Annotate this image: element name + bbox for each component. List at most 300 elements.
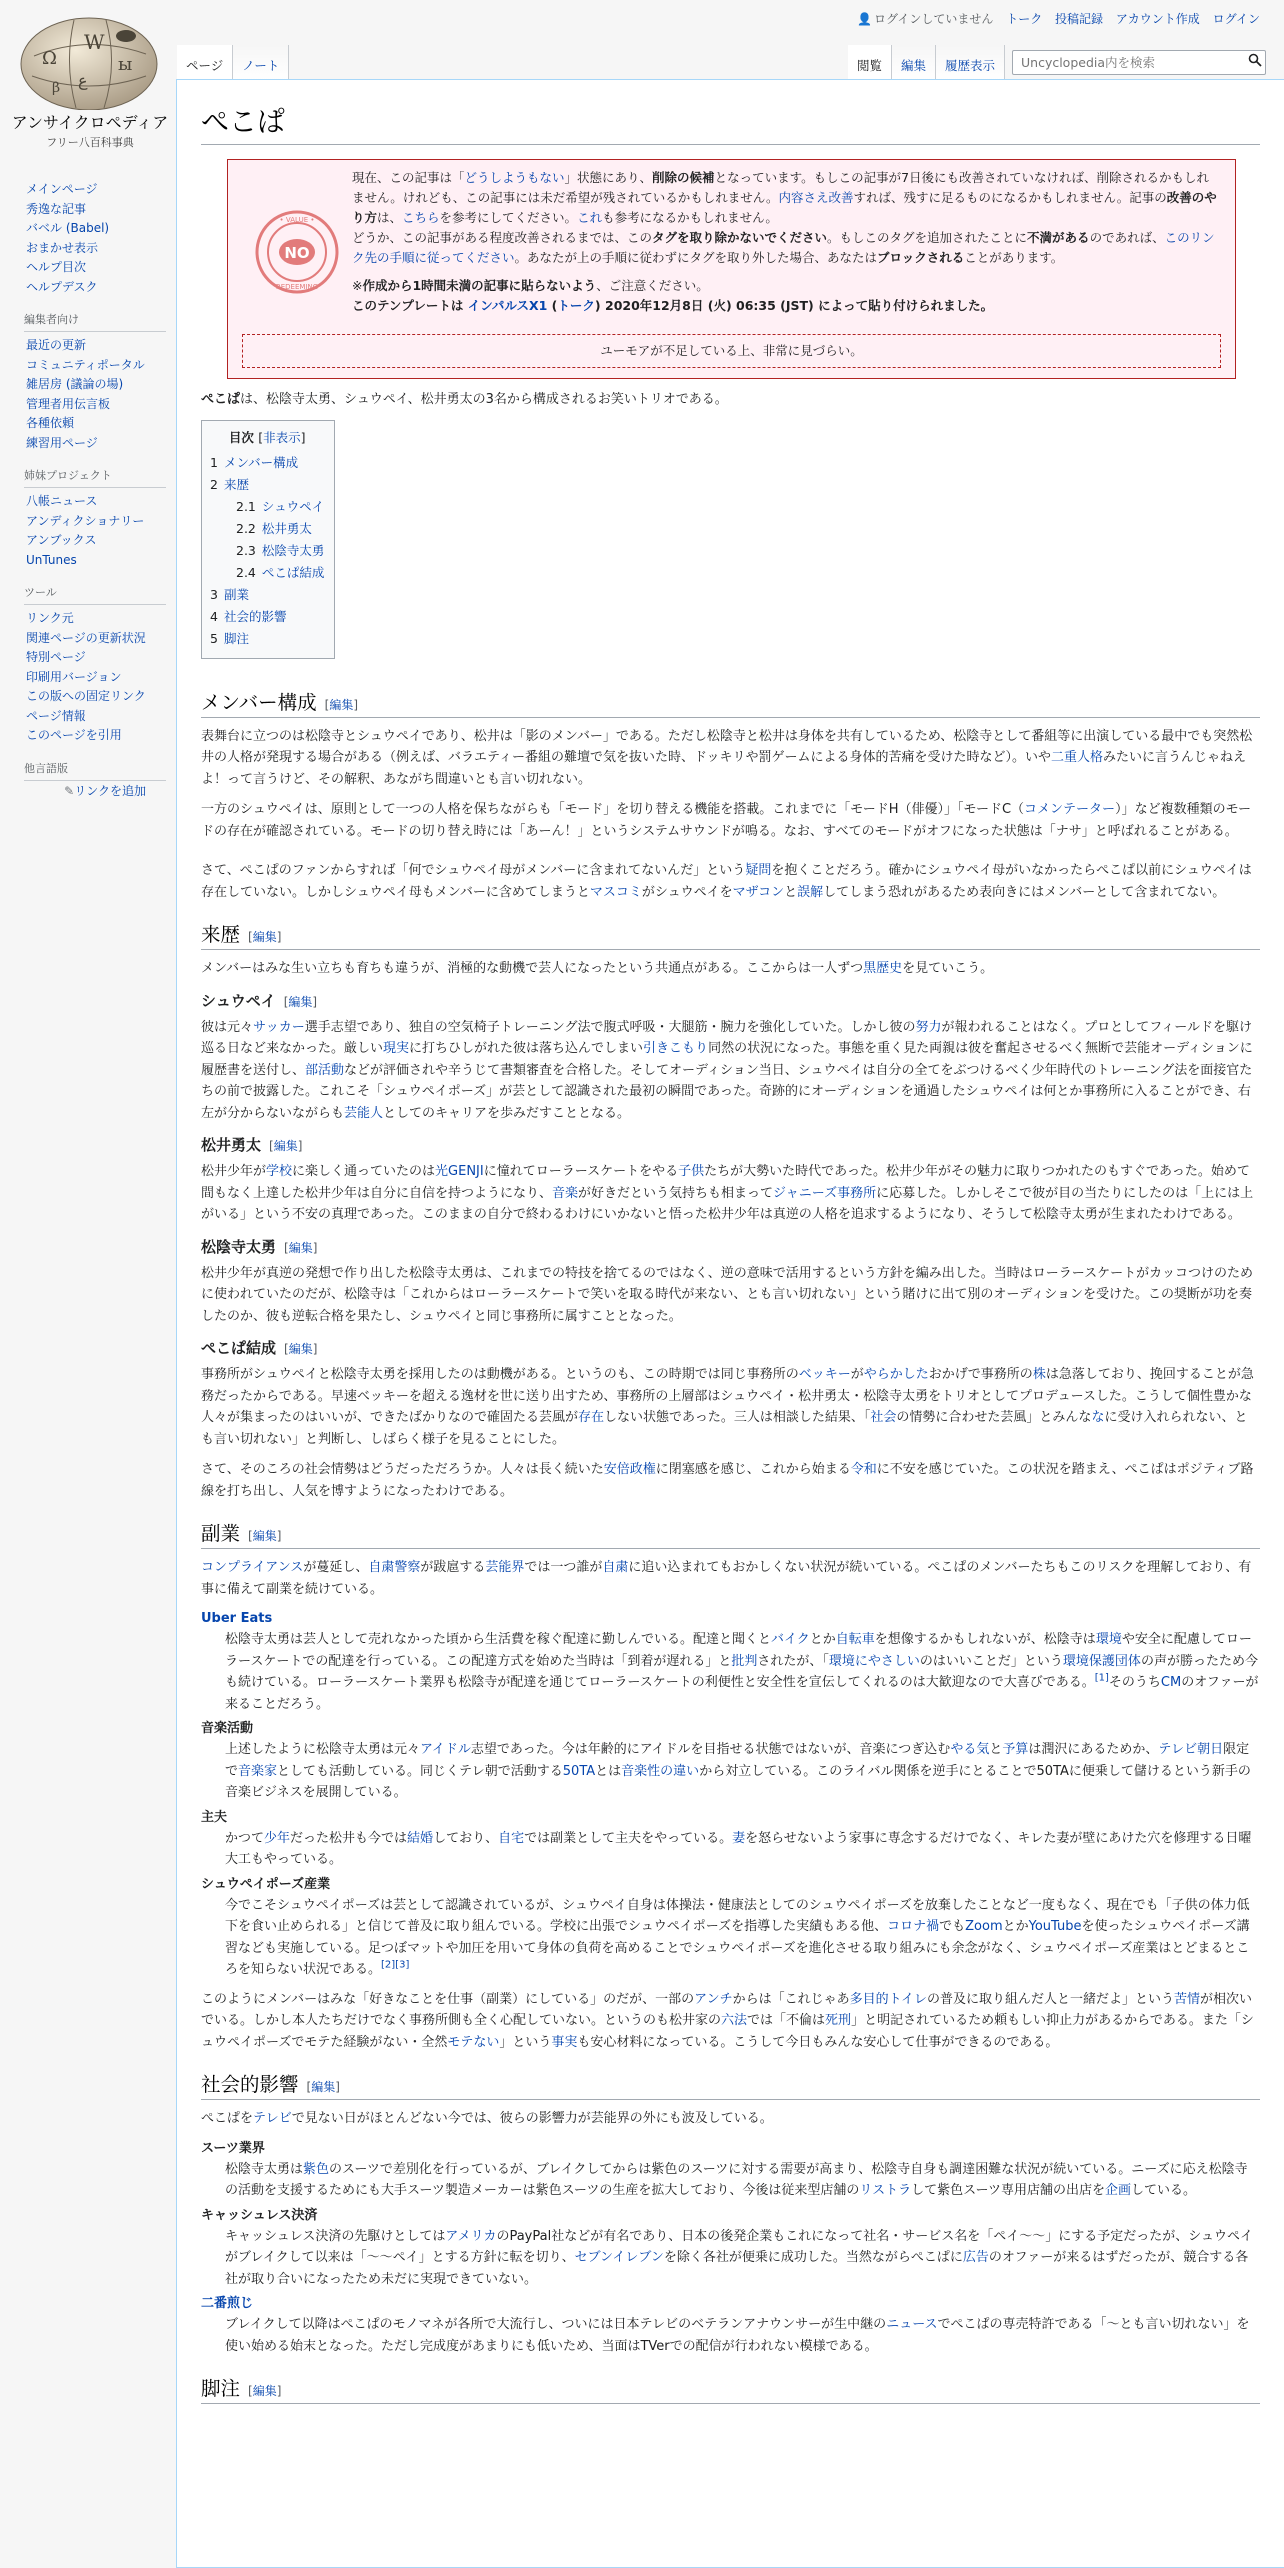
- link[interactable]: リストラ: [859, 2183, 912, 2198]
- link[interactable]: マスコミ: [589, 884, 642, 900]
- sidebar-item[interactable]: リンク元: [26, 611, 74, 625]
- t: どうか、この記事がある程度改善されるまでは、この: [352, 230, 653, 245]
- t: のPayPal社などが有名であり、日本の後発企業もこれになって社名・サービス名を「ペイ～～」にする予定だったが、シュウペイがブレイクして以来は「～～ペイ」とする方針に転を切り、: [225, 2228, 1253, 2265]
- t: に憧れてローラースケートをやる: [483, 1164, 679, 1179]
- t: ぺこぱ: [201, 392, 241, 407]
- sidebar-item[interactable]: アンブックス: [26, 533, 97, 547]
- t: 松陰寺太勇: [201, 1237, 277, 1256]
- link[interactable]: バイク: [771, 1632, 810, 1647]
- sidebar-item[interactable]: メインページ: [26, 182, 98, 196]
- t: に不安を感じていた。この状況を踏まえ、ぺこぱはポジティブ路線を打ち出し、人気を博すようになったわけである。: [201, 1462, 1254, 1499]
- sidebar-item[interactable]: 八帳ニュース: [26, 494, 98, 508]
- t: が相次いでいる。しかし本人たちだけでなく事務所側も全く心配していない。というのも松井家の: [201, 1991, 1252, 2028]
- link[interactable]: 広告: [962, 2250, 989, 2265]
- t: のであれば、: [1089, 230, 1165, 245]
- indented-paragraph: [201, 2159, 1260, 2202]
- login-link[interactable]: ログイン: [1212, 12, 1260, 26]
- contributions-link[interactable]: 投稿記録: [1055, 12, 1104, 26]
- paragraph: [201, 958, 1260, 980]
- t: このようにメンバーはみな「好きなことを仕事（副業）にしている」のだが、一部の: [201, 1991, 695, 2007]
- deletion-notice-box: [227, 159, 1236, 379]
- t: が好きだという気持ちも相まって: [578, 1185, 774, 1201]
- link[interactable]: 批判: [731, 1653, 758, 1669]
- link[interactable]: テレビ: [253, 2111, 292, 2126]
- portal-heading: 他言語版: [24, 760, 166, 781]
- paragraph: [201, 726, 1260, 791]
- t: たちが大勢いた時代であった。松井少年がその魅力に取りつかれたのもすぐであった。始めて間もなく上達した松井少年は自分に自信を持つようになり、: [201, 1164, 1250, 1201]
- paragraph: [201, 860, 1260, 903]
- t: かつて: [225, 1830, 265, 1846]
- svg-text:ع: ع: [78, 71, 88, 90]
- link[interactable]: 結婚: [407, 1830, 434, 1846]
- link[interactable]: どうしようもない: [464, 170, 565, 185]
- t: の普及に取り組んだ人と一緒だよ」という: [926, 1991, 1174, 2007]
- sidebar-item[interactable]: UnTunes: [26, 552, 77, 567]
- t: は、松陰寺太勇、シュウペイ、松井勇太の3名から構成されるお笑いトリオである。: [240, 392, 728, 407]
- t: 2020年12月8日 (火) 06:35 (JST) によって貼り付けられました。: [600, 298, 994, 313]
- t: メンバーはみな生い立ちも育ちも違うが、消極的な動機で芸人になったという共通点がある。ここからは一人ずつ: [201, 961, 864, 976]
- t: に楽しく通っていたのは: [292, 1164, 436, 1179]
- paragraph: [201, 1557, 1260, 1600]
- toc-item[interactable]: [210, 496, 324, 518]
- link[interactable]: 音楽性の違い: [621, 1763, 700, 1779]
- toc-num: 2.2: [236, 520, 256, 536]
- edit-section-link[interactable]: 編集: [273, 1139, 298, 1153]
- toc-item[interactable]: [210, 606, 324, 628]
- sidebar-item[interactable]: ページ情報: [26, 708, 86, 723]
- t: 上述したように松陰寺太勇は元々: [225, 1742, 421, 1757]
- link[interactable]: 事実: [551, 2034, 578, 2050]
- t: さて、そのころの社会情勢はどうだっただろうか。人々は長く続いた: [201, 1462, 604, 1477]
- svg-text:Ω: Ω: [42, 48, 57, 69]
- link[interactable]: アンチ: [694, 1991, 733, 2007]
- t: でぺこぱの専売特許である「～とも言い切れない」を使い始める始末となった。ただし完成度があまりにも低いため、当面はTVerでの配信が行われない模様である。: [225, 2317, 1250, 2354]
- toc-label: 松陰寺太勇: [261, 542, 325, 558]
- t: すれば、残すに足るものになるかもしれません。記事の: [853, 190, 1167, 205]
- svg-text:W: W: [84, 30, 105, 54]
- site-name: アンサイクロペディア: [11, 113, 169, 132]
- indented-paragraph: [201, 2314, 1260, 2357]
- t: 限定で: [225, 1742, 1250, 1779]
- paragraph: [201, 799, 1260, 842]
- notice-para-2: [352, 228, 1221, 268]
- link[interactable]: 黒歴史: [863, 961, 903, 976]
- sidebar-item[interactable]: バベル (Babel): [26, 221, 110, 235]
- sidebar-item[interactable]: アンディクショナリー: [26, 513, 145, 528]
- tab-page[interactable]: ページ: [177, 45, 233, 80]
- personal-tools: [848, 10, 1260, 27]
- search-input[interactable]: [1012, 50, 1266, 75]
- toc-label: ぺこぱ結成: [261, 564, 325, 580]
- t: 削除の候補: [652, 170, 715, 185]
- user-link[interactable]: インパルスX1: [467, 298, 548, 313]
- toc-num: 3: [210, 586, 218, 602]
- portal-heading: 姉妹プロジェクト: [24, 467, 166, 488]
- subsection-heading: 松陰寺太勇 [編集]: [201, 1237, 318, 1256]
- t: 副業: [201, 1522, 241, 1545]
- t: 松井勇太: [201, 1136, 262, 1154]
- link[interactable]: 部活動: [305, 1062, 345, 1078]
- t: メンバー構成: [201, 690, 317, 714]
- t: からは「これじゃあ: [732, 1991, 850, 2007]
- add-links-label: リンクを追加: [74, 783, 146, 798]
- t: に受け入れられない、とも言い切れない」と判断し、しばらく様子を見ることにした。: [201, 1410, 1248, 1447]
- t: 改善のやり方: [352, 190, 1217, 225]
- section-heading: メンバー構成 [編集]: [201, 687, 1260, 718]
- svg-text:• VALUE •: • VALUE •: [279, 216, 315, 224]
- t: 不満がある: [1027, 230, 1090, 245]
- link[interactable]: 苦情: [1173, 1991, 1200, 2007]
- toc-item[interactable]: [210, 474, 324, 496]
- svg-text:β: β: [52, 80, 61, 96]
- tools-portal: [0, 584, 176, 746]
- t: されたが、「: [757, 1653, 829, 1669]
- link[interactable]: セブンイレブン: [574, 2250, 664, 2265]
- link[interactable]: やらかした: [863, 1367, 929, 1382]
- link[interactable]: テレビ朝日: [1158, 1742, 1224, 1757]
- indented-paragraph: [201, 2226, 1260, 2291]
- user-talk-link[interactable]: トーク: [557, 298, 595, 313]
- sidebar-item[interactable]: 管理者用伝言板: [26, 396, 111, 411]
- redeeming-value-seal-icon: [252, 207, 342, 297]
- tab-view[interactable]: 閲覧: [848, 45, 892, 80]
- link[interactable]: 自宅: [498, 1830, 525, 1846]
- t: 」状態にあり、: [564, 170, 653, 185]
- toc-num: 1: [210, 454, 218, 470]
- sidebar-item[interactable]: コミュニティポータル: [26, 357, 145, 372]
- view-tabs: [848, 45, 1005, 80]
- t: 松井少年が: [201, 1164, 267, 1179]
- link[interactable]: 芸能人: [344, 1105, 384, 1121]
- sidebar-item[interactable]: 雑居房 (議論の場): [26, 377, 124, 391]
- link[interactable]: 少年: [264, 1830, 291, 1846]
- link[interactable]: 50TA: [562, 1763, 596, 1779]
- t: は、: [377, 210, 403, 225]
- t: 今でこそシュウペイポーズは芸として認識されているが、シュウペイ自身は体操法・健康法としてのシュウペイポーズを放棄したことなど一度もなく、現在でも「子供の体力低下を食い止められる」と信じて普及に取り組んでいる。学校に出張でシュウペイポーズを指導した実績もある他、: [225, 1897, 1250, 1934]
- create-account-link[interactable]: アカウント作成: [1115, 12, 1200, 26]
- link[interactable]: 光GENJI: [435, 1164, 484, 1179]
- sidebar-item[interactable]: 関連ページの更新状況: [26, 630, 146, 645]
- toc-num: 2: [210, 476, 218, 492]
- t: を見ていこう。: [902, 961, 994, 976]
- portal-heading: ツール: [24, 584, 166, 605]
- link[interactable]: 自転車: [835, 1632, 875, 1647]
- paragraph: [201, 1161, 1260, 1226]
- t: も参考になるかもしれません。: [602, 210, 778, 225]
- edit-section-link[interactable]: 編集: [288, 1342, 313, 1356]
- edit-section-link[interactable]: 編集: [329, 697, 354, 712]
- t: と: [784, 884, 798, 900]
- t: に閉塞感を感じ、これから始まる: [655, 1462, 851, 1477]
- t: ことがあります。: [964, 250, 1064, 265]
- link[interactable]: 誤解: [797, 884, 824, 900]
- link[interactable]: 株: [1032, 1367, 1046, 1382]
- t: を想像するかもしれないが、松陰寺は: [874, 1632, 1096, 1647]
- subsection-heading: ぺこぱ結成 [編集]: [201, 1339, 318, 1357]
- tab-note[interactable]: ノート: [233, 45, 289, 80]
- suit-industry-heading: スーツ業界: [201, 2140, 265, 2156]
- uber-eats-heading[interactable]: Uber Eats: [201, 1611, 273, 1626]
- sidebar-item[interactable]: 最近の更新: [26, 338, 87, 352]
- link[interactable]: モテない: [447, 2034, 500, 2050]
- not-logged-in-text: ログインしていません: [873, 12, 994, 26]
- link[interactable]: 令和: [850, 1462, 877, 1477]
- t: は急落しており、挽回することが急務だったからである。早速ベッキーを超える逸材を世に送り出すため、事務所の上層部はシュウペイ・松井勇太・松陰寺太勇をトリオとしてプロデュースした。こうして個性豊かな人々が集まったのはいいが、できたばかりなので確固たる芸風が: [201, 1367, 1254, 1425]
- t: に追い込まれてもおかしくない状況が続いている。ぺこぱのメンバーたちもこのリスクを理解しており、有事に備えて副業を続けている。: [201, 1560, 1252, 1597]
- paragraph: [201, 1459, 1260, 1502]
- edit-section-link[interactable]: 編集: [252, 930, 277, 944]
- t: そのうち: [1108, 1675, 1161, 1690]
- t: このテンプレートは: [352, 298, 468, 313]
- link[interactable]: 子供: [678, 1164, 705, 1179]
- link[interactable]: 内容さえ改善: [778, 190, 854, 205]
- add-interlanguage-link[interactable]: [0, 781, 176, 801]
- link[interactable]: こちら: [402, 210, 440, 225]
- t: 表舞台に立つのは松陰寺とシュウペイであり、松井は「影のメンバー」である。ただし松陰寺と松井は身体を共有しているため、松陰寺として番組等に出演している最中でも突然松井の人格が発現する場合がある（例えば、バラエティー番組の難壇で気を抜いた時、ドッキリや罰ゲームによる身体的苦痛を受けた時など）。いや: [201, 728, 1253, 765]
- link[interactable]: 疑問: [745, 863, 772, 878]
- toc-item[interactable]: [210, 540, 324, 562]
- link[interactable]: 自粛: [602, 1560, 629, 1575]
- table-of-contents: [201, 420, 335, 659]
- link[interactable]: 音楽家: [238, 1763, 278, 1779]
- notice-para-1: [352, 168, 1221, 228]
- toc-toggle[interactable]: 非表示: [263, 429, 301, 445]
- t: でも: [939, 1919, 966, 1934]
- link[interactable]: マザコン: [732, 884, 785, 900]
- niban-heading[interactable]: 二番煎じ: [201, 2296, 254, 2311]
- toc-item[interactable]: [210, 452, 324, 474]
- t: 選手志望であり、独自の空気椅子トレーニング法で腹式呼吸・大腿筋・腕力を強化していた。しかし彼の: [304, 1019, 916, 1035]
- t: を除く各社が便乗に成功した。当然ながらぺこぱに: [663, 2250, 963, 2265]
- tab-edit[interactable]: 編集: [892, 45, 936, 80]
- page-title: ぺこぱ: [201, 100, 1260, 145]
- t: が: [850, 1367, 864, 1382]
- t: のスーツで差別化を行っているが、ブレイクしてからは紫色のスーツに対する需要が高まり、松陰寺自身も調達困難な状況が続いている。ニーズに応え松陰寺の活動を支援するためにも大手スーツ製造メーカーは紫色スーツの生産を拡大しており、今後は従来型店舗の: [225, 2161, 1248, 2198]
- paragraph: [201, 2108, 1260, 2130]
- t: から対立している。このライバル関係を逆手にとることで50TAに便乗して儲けるという新手の音楽ビジネスを展開している。: [225, 1763, 1251, 1800]
- nav-portal: [0, 180, 176, 297]
- sidebar-item[interactable]: この版への固定リンク: [26, 689, 146, 703]
- link[interactable]: 環境保護団体: [1062, 1653, 1141, 1669]
- t: キャッシュレス決済の先駆けとしては: [225, 2228, 446, 2244]
- edit-section-link[interactable]: 編集: [252, 2384, 277, 2398]
- t: だった松井も今では: [290, 1830, 408, 1846]
- t: を使ったシュウペイポーズ講習なども実施している。足つぼマットや加圧を用いて身体の負荷を高めることでシュウペイポーズを進化させる取り組みにも余念がなく、シュウペイポーズ産業はとどまるところを知らない状況である。: [225, 1919, 1250, 1977]
- toc-num: 5: [210, 630, 218, 646]
- toc-label: 副業: [223, 586, 249, 602]
- t: とか: [809, 1632, 836, 1647]
- t: では一つ誰が: [524, 1560, 603, 1575]
- link[interactable]: 現実: [383, 1041, 410, 1056]
- sidebar-item[interactable]: 各種依頼: [26, 416, 75, 430]
- link[interactable]: ジャニーズ事務所: [773, 1185, 877, 1201]
- toc-label: 脚注: [223, 630, 249, 646]
- edit-section-link[interactable]: 編集: [311, 2080, 336, 2094]
- toc-label: 社会的影響: [223, 608, 287, 624]
- t: では「不倫は: [747, 2013, 826, 2028]
- music-heading: 音楽活動: [201, 1721, 254, 1736]
- link[interactable]: 学校: [266, 1164, 293, 1179]
- toc-item[interactable]: [210, 628, 324, 650]
- link[interactable]: 存在: [578, 1410, 605, 1425]
- link[interactable]: 六法: [721, 2013, 748, 2028]
- toc-title: 目次: [228, 429, 254, 445]
- link[interactable]: 音楽: [552, 1185, 579, 1201]
- t: 脚注: [201, 2377, 241, 2400]
- sidebar-item[interactable]: 秀逸な記事: [26, 201, 87, 216]
- link[interactable]: 引きこもり: [643, 1041, 709, 1056]
- sidebar-item[interactable]: おまかせ表示: [26, 240, 99, 255]
- sidebar-item[interactable]: ヘルプデスク: [26, 279, 98, 294]
- t: 一方のシュウペイは、原則として一つの人格を保ちながらも「モード」を切り替える機能を搭載。これまでに「モードH（俳優）」「モードC（: [201, 802, 1025, 817]
- t: 、ご注意ください。: [596, 278, 709, 293]
- edit-section-link[interactable]: 編集: [288, 994, 313, 1009]
- link[interactable]: コロナ禍: [887, 1919, 940, 1934]
- link[interactable]: ベッキー: [798, 1367, 851, 1382]
- t: がシュウペイを: [641, 884, 733, 900]
- t: 松陰寺太勇は芸人として売れなかった頃から生活費を稼ぐ配達に勤しんでいる。配達と聞くと: [225, 1632, 772, 1647]
- lead-paragraph: [201, 389, 1260, 411]
- talk-link[interactable]: トーク: [1006, 12, 1043, 26]
- cashless-heading: キャッシュレス決済: [201, 2207, 318, 2223]
- link[interactable]: 自粛警察: [368, 1560, 421, 1575]
- link[interactable]: このリンク先の手順に従ってください: [352, 230, 1215, 265]
- link[interactable]: これ: [577, 210, 603, 225]
- footnote-ref[interactable]: [1]: [1094, 1672, 1109, 1684]
- t: となっています。もしこの記事が7日後にも改善されていなければ、削除されるかもしれません。けれども、この記事には未だ希望が残されているかもしれません。: [352, 170, 1210, 205]
- portal-heading: 編集者向け: [24, 311, 166, 332]
- sister-portal: [0, 467, 176, 570]
- link[interactable]: 企画: [1105, 2183, 1132, 2198]
- toc-item[interactable]: [210, 562, 324, 584]
- link[interactable]: YouTube: [1028, 1919, 1082, 1934]
- sidebar-item[interactable]: ヘルプ目次: [26, 260, 87, 274]
- t: も安心材料になっている。こうして今日もみんな安心して仕事ができるのである。: [577, 2034, 1059, 2050]
- toc-num: 2.4: [236, 564, 256, 580]
- paragraph: 松井少年が真逆の発想で作り出した松陰寺太勇は、これまでの特技を捨てるのではなく、逆の意味で活用するという方針を編み出した。当時はローラースケートがカッコつけのために使われていたのだが、松陰寺は「これからはローラースケートで笑いを取る時代が来ない、とも言い切れない」という賭けに出て別のオーディションを受けた。この奨断が功を奏したのか、彼も逆転合格を果たし、シュウペイと同じ事務所に属すこととなった。: [201, 1265, 1253, 1324]
- reason-box: ユーモアが不足している上、非常に見づらい。: [242, 334, 1221, 368]
- link[interactable]: CM: [1160, 1675, 1182, 1690]
- site-tagline: フリー八百科事典: [46, 136, 134, 149]
- t: ぺこぱ結成: [201, 1339, 277, 1357]
- link[interactable]: コンプライアンス: [201, 1560, 304, 1575]
- t: の情勢に合わせた芸風」とみんな: [896, 1410, 1092, 1425]
- t: 同然の状況になった。事態を重く見た両親は彼を奮起させるべく無断で芸能オーディションに履歴書を送付し、: [201, 1041, 1253, 1078]
- paragraph: [201, 1989, 1260, 2054]
- t: 志望であった。今は年齢的にアイドルを目指せる状態ではないが、音楽につぎ込む: [470, 1742, 951, 1757]
- link[interactable]: 予算: [1002, 1742, 1029, 1757]
- globe-logo-icon: [14, 4, 164, 110]
- t: としてのキャリアを歩みだすこととなる。: [383, 1105, 631, 1121]
- toc-label: 松井勇太: [261, 520, 312, 536]
- link[interactable]: 努力: [915, 1019, 942, 1035]
- t: とは: [595, 1763, 622, 1779]
- link[interactable]: 安倍政権: [603, 1462, 656, 1477]
- svg-text:ы: ы: [118, 54, 133, 75]
- t: のはいいことだ」という: [919, 1653, 1063, 1669]
- link[interactable]: 紫色: [303, 2161, 330, 2177]
- t: に打ちひしがれた彼は落ち込んでしまい: [409, 1041, 644, 1056]
- t: ）」など複数種類のモードの存在が確認されている。モードの切り替え時には「あーん！」というシステムサウンドが鳴る。なお、すべてのモードがオフになった状態は「ナサ」と呼ばれることがある。: [201, 802, 1252, 839]
- pencil-icon: ✎: [64, 783, 75, 798]
- t: して紫色スーツ専用店舗の出店を: [911, 2183, 1105, 2198]
- edit-section-link[interactable]: 編集: [288, 1240, 313, 1255]
- t: ブレイクして以降はぺこぱのモノマネが各所で大流行し、ついには日本テレビのベテランアナウンサーが生中継の: [225, 2317, 887, 2332]
- t: 。あなたが上の手順に従わずにタグを取り外した場合、あなたは: [514, 250, 878, 265]
- toc-item[interactable]: [210, 584, 324, 606]
- link[interactable]: アメリカ: [445, 2228, 497, 2244]
- t: みたいに言うんじゃねえよ！って言うけど、その解釈、あながち間違いとも言い切れない。: [201, 750, 1246, 787]
- t: 」という: [499, 2034, 552, 2050]
- link[interactable]: 死刑: [825, 2013, 852, 2028]
- sidebar-item[interactable]: このページを引用: [26, 728, 122, 742]
- link[interactable]: な: [1091, 1410, 1105, 1425]
- link[interactable]: 環境: [1095, 1632, 1122, 1647]
- link[interactable]: 環境にやさしい: [828, 1653, 920, 1669]
- t: 彼は元々: [201, 1019, 254, 1035]
- edit-section-link[interactable]: 編集: [252, 1529, 277, 1543]
- langs-portal: [0, 760, 176, 781]
- toc-title-row: 目次 [非表示]: [228, 429, 306, 445]
- t: ぺこぱを: [201, 2111, 254, 2126]
- t: が跋扈する: [420, 1560, 486, 1575]
- toc-item[interactable]: [210, 518, 324, 540]
- link[interactable]: サッカー: [253, 1019, 305, 1035]
- site-logo[interactable]: [0, 0, 180, 150]
- search-icon[interactable]: [1248, 53, 1262, 67]
- sidebar-item[interactable]: 印刷用バージョン: [26, 669, 122, 684]
- editors-portal: [0, 311, 176, 453]
- t: を抱くことだろう。確かにシュウペイ母がいなかったらぺこぱ以前にシュウペイは存在していない。しかしシュウペイ母もメンバーに含めてしまうと: [201, 863, 1252, 900]
- section-heading: 来歴 [編集]: [201, 919, 1260, 950]
- notice-para-4: このテンプレートは インパルスX1 (トーク) 2020年12月8日 (火) 06:35 (JST) によって貼り付けられました。: [352, 298, 994, 313]
- link[interactable]: やる気: [950, 1742, 990, 1757]
- paragraph: [201, 1364, 1260, 1450]
- link[interactable]: Zoom: [965, 1919, 1003, 1934]
- svg-text:REDEEMING: REDEEMING: [275, 283, 319, 291]
- t: と: [989, 1742, 1003, 1757]
- link[interactable]: 二重人格: [1050, 750, 1103, 765]
- t: では副業として主夫をやっている。: [524, 1830, 733, 1846]
- t: に応募した。しかしそこで彼が目の当たりにしたのは「上には上がいる」という不安の真理であった。このままの自分で終わるわけにいかないと悟った松井少年は真逆の人格を追求するようになり、そうして松陰寺太勇が生まれたわけである。: [201, 1185, 1254, 1222]
- link[interactable]: 芸能界: [485, 1560, 525, 1575]
- subsection-heading: シュウペイ [編集]: [201, 991, 318, 1010]
- link[interactable]: コメンテーター: [1024, 802, 1116, 817]
- sidebar: [0, 180, 176, 801]
- t: は潤沢にあるためか、: [1028, 1742, 1159, 1757]
- tab-history[interactable]: 履歴表示: [936, 45, 1005, 80]
- t: 。もしこのタグを追加されたことに: [827, 230, 1028, 245]
- link[interactable]: 社会: [870, 1410, 897, 1425]
- link[interactable]: ニュース: [886, 2317, 938, 2332]
- link[interactable]: アイドル: [420, 1742, 471, 1757]
- sidebar-item[interactable]: 特別ページ: [26, 650, 86, 664]
- section-heading: 副業 [編集]: [201, 1518, 1260, 1549]
- footnote-ref[interactable]: [2][3]: [381, 1959, 410, 1971]
- t: 現在、この記事は「: [352, 170, 465, 185]
- indented-paragraph: [201, 1629, 1260, 1715]
- t: おかげで事務所の: [928, 1367, 1033, 1382]
- toc-label: メンバー構成: [223, 454, 299, 470]
- t: ブロックされる: [877, 250, 965, 265]
- sidebar-item[interactable]: 練習用ページ: [26, 435, 98, 450]
- link[interactable]: 多目的トイレ: [849, 1991, 927, 2007]
- indented-paragraph: [201, 1828, 1260, 1871]
- toc-label: シュウペイ: [261, 498, 325, 514]
- t: 来歴: [201, 923, 241, 946]
- t: してしまう恐れがあるため表向きにはメンバーとして含まれてない。: [823, 884, 1226, 900]
- link[interactable]: 妻: [732, 1830, 746, 1846]
